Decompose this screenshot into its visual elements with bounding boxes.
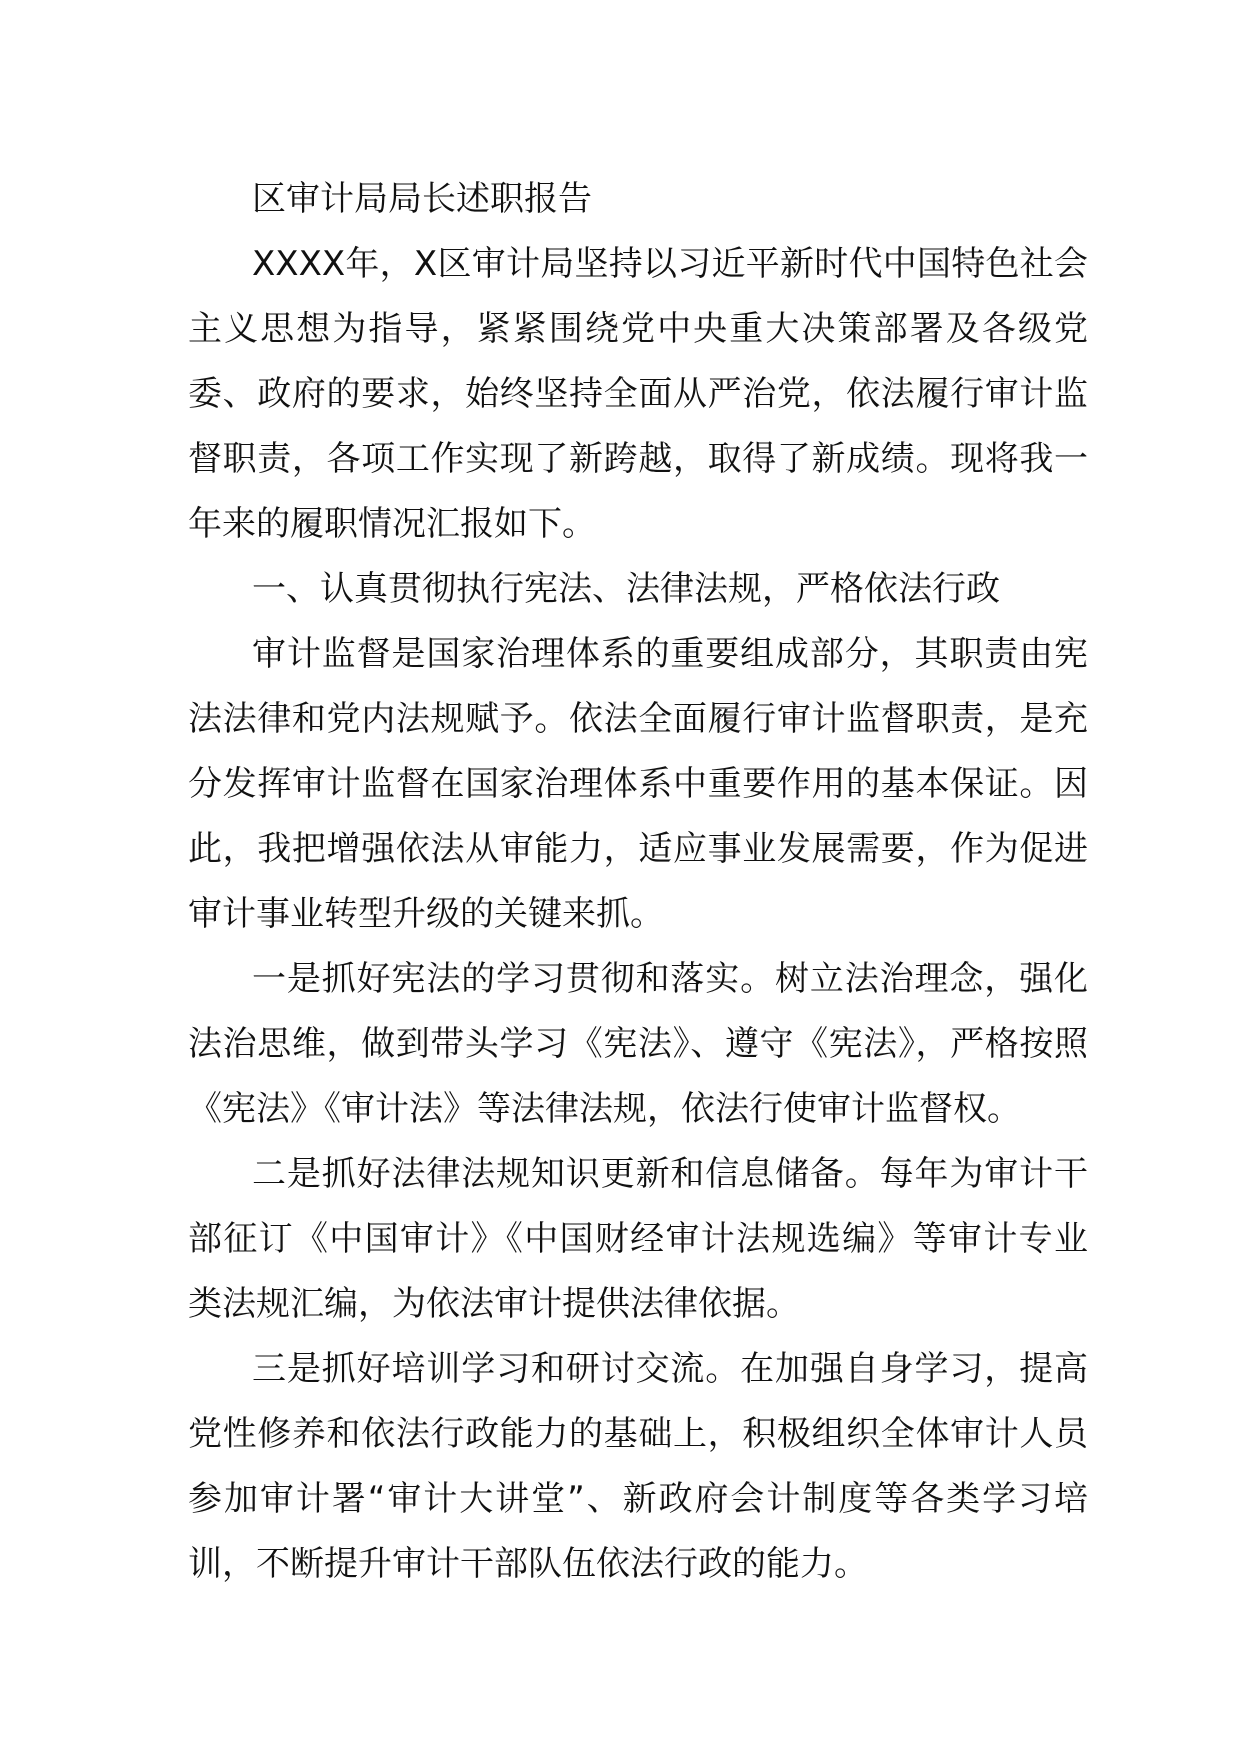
paragraph-point-1: 一是抓好宪法的学习贯彻和落实。树立法治理念，强化法治思维，做到带头学习《宪法》、遵守《宪法》，严格按照《宪法》《审计法》等法律法规，依法行使审计监督权。 bbox=[188, 959, 1088, 1129]
section-heading-1: 一、认真贯彻执行宪法、法律法规，严格依法行政 bbox=[252, 569, 1000, 609]
document-title: 区审计局局长述职报告 bbox=[252, 179, 592, 219]
paragraph-intro: XXXX年，X区审计局坚持以习近平新时代中国特色社会主义思想为指导，紧紧围绕党中央重大决策部署及各级党委、政府的要求，始终坚持全面从严治党，依法履行审计监督职责，各项工作实现了新跨越，取得了新成绩。现将我一年来的履职情况汇报如下。 bbox=[188, 244, 1088, 544]
document-body bbox=[188, 167, 1088, 1597]
paragraph-point-3: 三是抓好培训学习和研讨交流。在加强自身学习，提高党性修养和依法行政能力的基础上，积极组织全体审计人员参加审计署“审计大讲堂”、新政府会计制度等各类学习培训，不断提升审计干部队伍依法行政的能力。 bbox=[188, 1349, 1088, 1584]
paragraph-point-2: 二是抓好法律法规知识更新和信息储备。每年为审计干部征订《中国审计》《中国财经审计法规选编》等审计专业类法规汇编，为依法审计提供法律依据。 bbox=[188, 1154, 1088, 1324]
paragraph-section-1-intro: 审计监督是国家治理体系的重要组成部分，其职责由宪法法律和党内法规赋予。依法全面履行审计监督职责，是充分发挥审计监督在国家治理体系中重要作用的基本保证。因此，我把增强依法从审能力，适应事业发展需要，作为促进审计事业转型升级的关键来抓。 bbox=[188, 634, 1088, 934]
